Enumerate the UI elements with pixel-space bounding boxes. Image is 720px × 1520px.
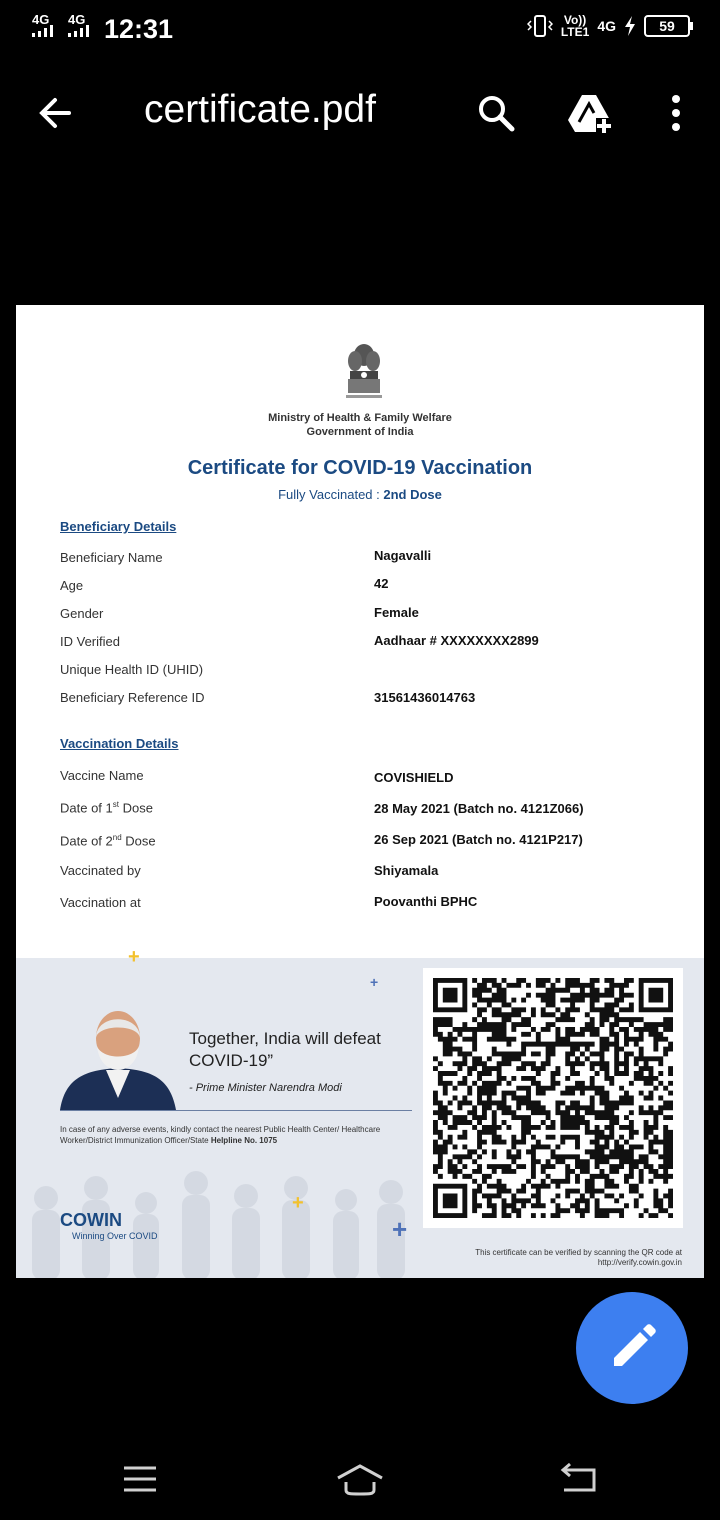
battery-indicator: 59: [644, 15, 690, 37]
uhid-label: Unique Health ID (UHID): [60, 662, 204, 677]
vaccinated-at-value: Poovanthi BPHC: [374, 894, 478, 909]
vaccine-name-value: COVISHIELD: [374, 770, 454, 785]
plus-decoration-icon: +: [370, 974, 379, 990]
back-icon[interactable]: [550, 1450, 610, 1510]
id-verified-value: Aadhaar # XXXXXXXX2899: [374, 633, 539, 648]
vibrate-icon: [527, 14, 553, 38]
divider: [60, 1110, 412, 1111]
ministry-heading: Ministry of Health & Family Welfare Government of India: [268, 412, 452, 438]
vaccinated-by-label: Vaccinated by: [60, 863, 141, 878]
dose2-label: Date of 2nd Dose: [60, 833, 156, 849]
vaccination-status: Fully Vaccinated : 2nd Dose: [278, 487, 442, 502]
search-icon[interactable]: [473, 90, 519, 136]
pdf-page[interactable]: [16, 305, 704, 1278]
volte-indicator: Vo)) LTE1: [560, 13, 590, 39]
id-verified-label: ID Verified: [60, 634, 120, 649]
plus-decoration-icon: +: [392, 1214, 408, 1244]
dose1-value: 28 May 2021 (Batch no. 4121Z066): [374, 801, 584, 816]
verify-note: This certificate can be verified by scanning the QR code at http://verify.cowin.gov.in: [475, 1248, 682, 1267]
vaccinated-by-value: Shiyamala: [374, 863, 439, 878]
charging-bolt-icon: [624, 16, 636, 36]
beneficiary-name-label: Beneficiary Name: [60, 550, 163, 565]
drive-add-icon[interactable]: [566, 90, 612, 136]
plus-decoration-icon: +: [128, 946, 140, 968]
certificate-footer: [16, 946, 704, 1278]
sim1-signal: 4G: [32, 12, 56, 37]
verification-qr-code: [423, 968, 683, 1228]
national-emblem-icon: [342, 341, 386, 405]
gender-label: Gender: [60, 606, 104, 621]
beneficiary-name-value: Nagavalli: [374, 548, 432, 563]
gender-value: Female: [374, 605, 419, 620]
reference-id-value: 31561436014763: [374, 690, 476, 705]
reference-id-label: Beneficiary Reference ID: [60, 690, 205, 705]
age-value: 42: [374, 576, 389, 591]
dose2-value: 26 Sep 2021 (Batch no. 4121P217): [374, 832, 583, 847]
edit-fab-button[interactable]: [576, 1292, 688, 1404]
dose1-label: Date of 1st Dose: [60, 800, 153, 816]
sim2-signal: 4G: [68, 12, 96, 37]
vaccine-name-label: Vaccine Name: [60, 768, 144, 783]
qr-modules: [433, 978, 673, 1218]
vaccinated-at-label: Vaccination at: [60, 895, 141, 910]
status-bar: [0, 0, 720, 56]
menu-icon[interactable]: [110, 1450, 170, 1510]
back-arrow-icon[interactable]: [33, 90, 79, 136]
more-vert-icon[interactable]: [653, 90, 699, 136]
vaccination-heading: Vaccination Details: [60, 736, 179, 751]
cowin-tagline: Winning Over COVID: [72, 1231, 158, 1241]
age-label: Age: [60, 578, 84, 593]
home-icon[interactable]: [330, 1450, 390, 1510]
pm-quote: Together, India will defeat COVID-19”: [189, 1029, 381, 1070]
clock: 12:31: [104, 14, 174, 44]
plus-decoration-icon: +: [292, 1192, 304, 1214]
cowin-logo: COWIN: [60, 1210, 122, 1230]
edit-pencil-icon: [576, 1292, 688, 1404]
pm-attribution: - Prime Minister Narendra Modi: [189, 1082, 342, 1094]
pm-portrait: [60, 998, 176, 1110]
status-right: [527, 14, 690, 38]
beneficiary-heading: Beneficiary Details: [60, 519, 177, 534]
certificate-title: Certificate for COVID-19 Vaccination: [187, 457, 533, 479]
adverse-events-note: In case of any adverse events, kindly contact the nearest Public Health Center/ Healthcare Worker/District Immunization Officer/State Helpline No. 1075: [60, 1125, 381, 1145]
network-type: 4G: [597, 18, 616, 34]
document-title: certificate.pdf: [144, 88, 376, 131]
